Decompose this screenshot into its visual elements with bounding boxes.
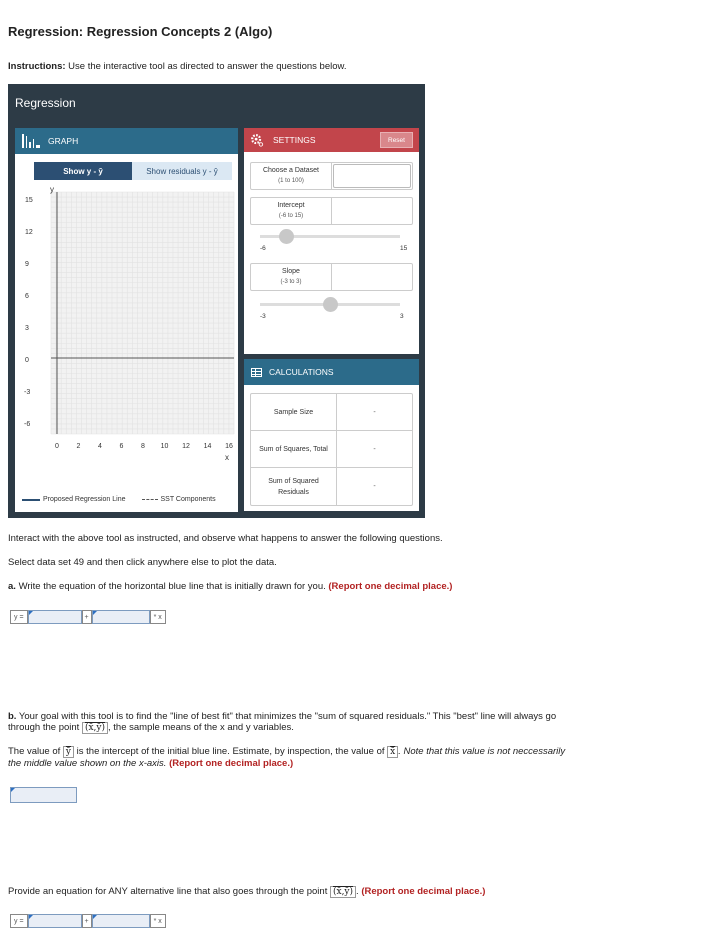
- eq-plus: +: [82, 914, 92, 928]
- x-tick-label: 16: [225, 443, 233, 450]
- question-a-text: Write the equation of the horizontal blue line that is initially drawn for you.: [15, 581, 329, 592]
- eq-y-label: y =: [10, 914, 28, 928]
- intercept-label: Intercept: [277, 202, 305, 209]
- mean-point: (x̄,ȳ): [82, 722, 108, 734]
- y-tick-label: -6: [24, 421, 31, 429]
- gear-icon: [250, 133, 264, 147]
- x-tick-label: 12: [182, 443, 190, 450]
- settings-header-label: SETTINGS: [273, 135, 316, 145]
- x-tick-label: 14: [203, 443, 212, 450]
- question-b-line1: [8, 711, 556, 722]
- regression-app: [8, 84, 425, 518]
- xbar-symbol: x̄: [387, 746, 398, 758]
- app-title: Regression: [15, 96, 76, 110]
- calc-value: -: [373, 445, 376, 453]
- show-residuals-button[interactable]: Show residuals y - ŷ: [132, 162, 232, 180]
- instructions-label: Instructions:: [8, 61, 66, 72]
- calc-row-sample-size: [251, 394, 412, 431]
- graph-panel: [15, 128, 238, 512]
- alt-intercept-input[interactable]: [28, 914, 82, 928]
- x-tick-label: 10: [160, 443, 169, 450]
- legend-regression-line: Proposed Regression Line: [43, 496, 126, 503]
- slope-row: [250, 263, 413, 291]
- calculations-header: [244, 359, 419, 385]
- question-b-text: Your goal with this tool is to find the "line of best fit" that minimizes the "sum of squared residuals." This "best" line will always go: [16, 711, 557, 722]
- dataset-input[interactable]: [333, 164, 411, 188]
- intercept-slider-knob[interactable]: [279, 229, 294, 244]
- x-tick-label: 6: [119, 443, 124, 450]
- settings-panel: [244, 128, 419, 354]
- intercept-range: (-6 to 15): [278, 213, 304, 219]
- x-axis-label: x: [225, 453, 229, 462]
- select-dataset-text: Select data set 49 and then click anywhere else to plot the data.: [8, 557, 277, 568]
- y-tick-label: -3: [24, 389, 31, 397]
- regression-line-swatch: [22, 499, 40, 501]
- graph-header-label: GRAPH: [48, 136, 79, 146]
- x-tick-label: 0: [55, 443, 59, 450]
- question-b-line2b: , the sample means of the x and y variables.: [108, 722, 294, 733]
- alt-mean-point: (x̄,ȳ): [330, 886, 356, 898]
- calc-label: Sum of Squared Residuals: [251, 468, 337, 505]
- eq-x-label: * x: [150, 610, 166, 624]
- slope-answer-input[interactable]: [92, 610, 150, 624]
- question-b-line2a: through the point: [8, 722, 82, 733]
- value-of-text: The value of: [8, 746, 63, 757]
- slope-range: (-3 to 3): [280, 279, 302, 285]
- question-c: [8, 886, 485, 897]
- x-tick-label: 2: [76, 443, 81, 450]
- page-title: Regression: Regression Concepts 2 (Algo): [8, 24, 273, 39]
- alt-text: Provide an equation for ANY alternative line that also goes through the point: [8, 886, 330, 897]
- calculations-table: [250, 393, 413, 506]
- question-b-line2: [8, 722, 294, 733]
- alt-slope-input[interactable]: [92, 914, 150, 928]
- slope-min: -3: [260, 313, 266, 320]
- intercept-min: -6: [260, 245, 266, 252]
- question-b-note-line: [8, 758, 293, 769]
- reset-button[interactable]: Reset: [380, 132, 413, 148]
- y-tick-label: 12: [25, 229, 33, 237]
- calculations-header-label: CALCULATIONS: [269, 367, 334, 377]
- question-a: [8, 581, 452, 592]
- calc-row-ssr: [251, 468, 412, 505]
- question-b-value-line: [8, 746, 565, 757]
- alt-dot: .: [356, 886, 362, 897]
- slope-slider-knob[interactable]: [323, 297, 338, 312]
- dataset-range: (1 to 100): [278, 178, 304, 184]
- question-a-report: (Report one decimal place.): [328, 581, 453, 592]
- eq-plus: +: [82, 610, 92, 624]
- question-b-prefix: b.: [8, 711, 17, 722]
- y-tick-label: 0: [25, 357, 29, 365]
- slope-caption: [251, 264, 332, 290]
- dataset-row: [250, 162, 413, 190]
- calc-value: -: [373, 408, 376, 416]
- intercept-max: 15: [400, 245, 408, 252]
- instructions-text: Use the interactive tool as directed to answer the questions below.: [65, 61, 347, 72]
- intercept-row: [250, 197, 413, 225]
- x-tick-label: 8: [141, 443, 145, 450]
- graph-legend: [22, 496, 216, 503]
- y-tick-label: 15: [25, 197, 33, 205]
- equation-c: [10, 914, 166, 928]
- note-text-2: the middle value shown on the x-axis.: [8, 758, 167, 769]
- calc-label: Sample Size: [251, 394, 337, 430]
- xbar-answer-input[interactable]: [10, 787, 77, 803]
- x-tick-label: 4: [98, 443, 102, 450]
- settings-header: [244, 128, 419, 152]
- sst-swatch: [142, 499, 158, 500]
- show-y-ybar-button[interactable]: Show y - ȳ: [34, 162, 132, 180]
- table-icon: [251, 368, 262, 377]
- calc-value: -: [373, 483, 376, 490]
- intercept-value[interactable]: [332, 198, 412, 224]
- intercept-of-text: is the intercept of the initial blue line. Estimate, by inspection, the value of: [74, 746, 388, 757]
- dataset-caption: [251, 163, 332, 189]
- graph-header: [15, 128, 238, 154]
- calc-label: Sum of Squares, Total: [251, 431, 337, 467]
- intercept-caption: [251, 198, 332, 224]
- regression-plot[interactable]: [15, 184, 238, 474]
- eq-y-label: y =: [10, 610, 28, 624]
- y-tick-label: 3: [25, 325, 29, 333]
- slope-max: 3: [400, 313, 404, 320]
- note-text: . Note that this value is not neccessarily: [398, 746, 566, 757]
- question-a-prefix: a.: [8, 581, 16, 592]
- slope-slider[interactable]: [260, 303, 400, 306]
- dataset-label: Choose a Dataset: [262, 167, 320, 174]
- calc-row-sst: [251, 431, 412, 468]
- slope-value[interactable]: [332, 264, 412, 290]
- alt-report: (Report one decimal place.): [361, 886, 486, 897]
- instructions: [8, 61, 346, 72]
- equation-a: [10, 610, 166, 624]
- intercept-answer-input[interactable]: [28, 610, 82, 624]
- ybar-symbol: $\overline{ȳ}$: [63, 746, 74, 758]
- bar-chart-icon: [22, 134, 40, 148]
- legend-sst: SST Components: [160, 496, 216, 503]
- question-b-report: (Report one decimal place.): [169, 758, 294, 769]
- slope-label: Slope: [282, 268, 300, 275]
- y-tick-label: 6: [25, 293, 29, 301]
- calculations-panel: [244, 359, 419, 511]
- eq-x-label: * x: [150, 914, 166, 928]
- y-tick-label: 9: [25, 261, 29, 269]
- y-axis-label: y: [50, 185, 54, 194]
- intro-text: Interact with the above tool as instructed, and observe what happens to answer the following questions.: [8, 533, 443, 544]
- intercept-slider[interactable]: [260, 235, 400, 238]
